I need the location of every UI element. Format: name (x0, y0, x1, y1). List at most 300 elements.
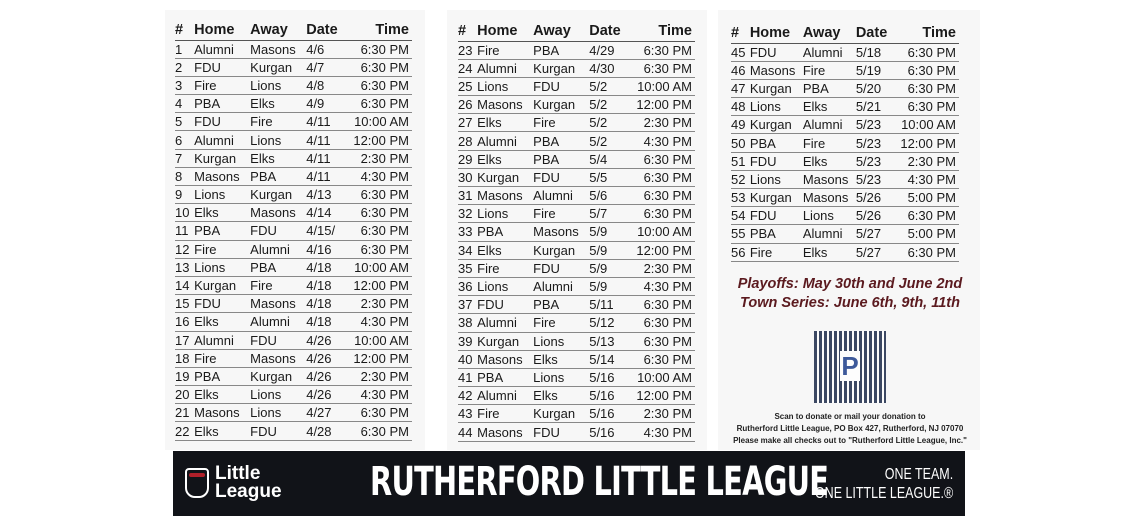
table-row (175, 167, 412, 185)
cell-num: 26 (458, 96, 477, 114)
cell-home: FDU (477, 296, 533, 314)
cell-time: 6:30 PM (353, 422, 412, 440)
cell-home: Lions (194, 258, 250, 276)
table-row (175, 276, 412, 294)
cell-time: 10:00 AM (900, 116, 959, 134)
cell-date: 4/11 (306, 167, 353, 185)
cell-home: PBA (194, 95, 250, 113)
cell-num: 7 (175, 149, 194, 167)
cell-date: 5/7 (589, 205, 636, 223)
cell-num: 11 (175, 222, 194, 240)
table-row (458, 241, 695, 259)
cell-time: 6:30 PM (636, 168, 695, 186)
cell-date: 4/26 (306, 331, 353, 349)
cell-away: PBA (803, 79, 856, 97)
cell-date: 5/23 (856, 116, 901, 134)
cell-date: 5/9 (589, 241, 636, 259)
cell-home: PBA (194, 367, 250, 385)
cell-date: 5/2 (589, 114, 636, 132)
cell-time: 6:30 PM (900, 43, 959, 61)
cell-home: Masons (477, 96, 533, 114)
cell-home: FDU (750, 152, 803, 170)
table-row (458, 205, 695, 223)
cell-time: 10:00 AM (353, 331, 412, 349)
town-series-text: Town Series: June 6th, 9th, 11th (740, 295, 960, 311)
logo-line1: Little (215, 463, 261, 484)
cell-num: 25 (458, 77, 477, 95)
cell-time: 4:30 PM (636, 277, 695, 295)
cell-away: Alumni (803, 225, 856, 243)
cell-home: Masons (477, 423, 533, 441)
cell-home: Masons (477, 187, 533, 205)
cell-away: Fire (533, 114, 589, 132)
cell-num: 42 (458, 387, 477, 405)
cell-away: Lions (533, 368, 589, 386)
cell-away: Fire (803, 134, 856, 152)
cell-time: 2:30 PM (353, 295, 412, 313)
cell-home: Kurgan (750, 189, 803, 207)
cell-home: Lions (750, 98, 803, 116)
cell-num: 41 (458, 368, 477, 386)
column-header-time: Time (353, 20, 412, 40)
cell-date: 5/23 (856, 152, 901, 170)
cell-home: Alumni (477, 314, 533, 332)
column-header-home: Home (194, 20, 250, 40)
cell-num: 23 (458, 41, 477, 59)
cell-num: 38 (458, 314, 477, 332)
cell-date: 5/4 (589, 150, 636, 168)
table-row (458, 387, 695, 405)
cell-away: Elks (533, 387, 589, 405)
cell-time: 6:30 PM (353, 186, 412, 204)
cell-date: 5/23 (856, 134, 901, 152)
cell-num: 8 (175, 167, 194, 185)
table-row (458, 259, 695, 277)
table-row (175, 58, 412, 76)
cell-date: 5/2 (589, 132, 636, 150)
cell-time: 12:00 PM (353, 131, 412, 149)
cell-time: 6:30 PM (353, 240, 412, 258)
cell-date: 5/9 (589, 223, 636, 241)
column-header-date: Date (306, 20, 353, 40)
cell-time: 10:00 AM (353, 258, 412, 276)
cell-date: 5/9 (589, 277, 636, 295)
cell-away: Kurgan (250, 186, 306, 204)
table-row (458, 332, 695, 350)
table-row (731, 152, 959, 170)
playoffs-text: Playoffs: May 30th and June 2nd (737, 276, 963, 292)
table-row (731, 225, 959, 243)
cell-date: 4/16 (306, 240, 353, 258)
cell-num: 35 (458, 259, 477, 277)
column-header-time: Time (900, 23, 959, 43)
cell-date: 5/2 (589, 77, 636, 95)
cell-time: 5:00 PM (900, 189, 959, 207)
cell-time: 6:30 PM (900, 79, 959, 97)
cell-num: 53 (731, 189, 750, 207)
cell-away: Masons (250, 204, 306, 222)
cell-home: Kurgan (750, 79, 803, 97)
column-header-home: Home (750, 23, 803, 43)
cell-date: 5/9 (589, 259, 636, 277)
cell-away: PBA (533, 150, 589, 168)
cell-away: Lions (250, 131, 306, 149)
cell-away: Kurgan (533, 59, 589, 77)
column-header-away: Away (533, 21, 589, 41)
cell-away: FDU (533, 168, 589, 186)
cell-home: PBA (750, 134, 803, 152)
cell-home: Fire (194, 76, 250, 94)
column-header-num: # (458, 21, 477, 41)
column-header-date: Date (856, 23, 901, 43)
cell-date: 4/9 (306, 95, 353, 113)
cell-away: FDU (250, 331, 306, 349)
cell-num: 30 (458, 168, 477, 186)
cell-home: Lions (477, 205, 533, 223)
cell-home: Elks (477, 241, 533, 259)
cell-date: 4/6 (306, 40, 353, 58)
cell-time: 6:30 PM (636, 350, 695, 368)
cell-num: 49 (731, 116, 750, 134)
cell-time: 4:30 PM (353, 386, 412, 404)
cell-num: 20 (175, 386, 194, 404)
cell-home: Elks (194, 313, 250, 331)
cell-away: Lions (250, 76, 306, 94)
cell-away: FDU (533, 259, 589, 277)
cell-home: FDU (194, 295, 250, 313)
cell-time: 4:30 PM (900, 170, 959, 188)
cell-away: Alumni (250, 313, 306, 331)
table-row (458, 187, 695, 205)
cell-date: 4/18 (306, 258, 353, 276)
cell-date: 4/26 (306, 386, 353, 404)
cell-num: 9 (175, 186, 194, 204)
cell-home: Lions (194, 186, 250, 204)
table-row (175, 422, 412, 440)
cell-time: 6:30 PM (900, 207, 959, 225)
cell-away: Elks (533, 350, 589, 368)
cell-num: 43 (458, 405, 477, 423)
cell-date: 5/27 (856, 243, 901, 261)
cell-time: 6:30 PM (353, 76, 412, 94)
cell-time: 6:30 PM (353, 95, 412, 113)
schedule-table-3 (731, 23, 959, 262)
cell-away: Alumni (803, 43, 856, 61)
cell-time: 12:00 PM (900, 134, 959, 152)
cell-away: PBA (250, 167, 306, 185)
cell-date: 4/26 (306, 349, 353, 367)
table-row (175, 186, 412, 204)
logo-line2: League (215, 481, 282, 502)
cell-away: Lions (250, 404, 306, 422)
cell-time: 6:30 PM (636, 205, 695, 223)
cell-home: Alumni (194, 40, 250, 58)
cell-time: 10:00 AM (353, 113, 412, 131)
cell-time: 4:30 PM (636, 132, 695, 150)
cell-home: Masons (194, 404, 250, 422)
cell-num: 32 (458, 205, 477, 223)
cell-time: 6:30 PM (353, 404, 412, 422)
cell-time: 6:30 PM (636, 332, 695, 350)
cell-num: 45 (731, 43, 750, 61)
cell-away: Alumni (803, 116, 856, 134)
paypal-qr-code-icon[interactable] (814, 331, 886, 403)
cell-home: Elks (477, 150, 533, 168)
table-row (175, 386, 412, 404)
cell-date: 5/20 (856, 79, 901, 97)
cell-home: Alumni (194, 131, 250, 149)
cell-date: 5/6 (589, 187, 636, 205)
table-row (731, 98, 959, 116)
cell-time: 6:30 PM (636, 187, 695, 205)
cell-away: Kurgan (250, 58, 306, 76)
cell-home: Fire (477, 41, 533, 59)
table-row (458, 41, 695, 59)
table-row (731, 116, 959, 134)
cell-date: 4/15/ (306, 222, 353, 240)
table-row (458, 277, 695, 295)
cell-home: Lions (750, 170, 803, 188)
cell-away: FDU (250, 422, 306, 440)
cell-date: 4/11 (306, 131, 353, 149)
cell-home: Kurgan (477, 332, 533, 350)
cell-date: 5/18 (856, 43, 901, 61)
slogan-line1: ONE TEAM. (884, 466, 953, 483)
cell-date: 4/7 (306, 58, 353, 76)
cell-home: Elks (194, 386, 250, 404)
cell-num: 6 (175, 131, 194, 149)
cell-home: Masons (194, 167, 250, 185)
table-row (175, 222, 412, 240)
cell-time: 2:30 PM (636, 114, 695, 132)
cell-date: 5/16 (589, 368, 636, 386)
table-row (458, 132, 695, 150)
table-row (458, 150, 695, 168)
cell-home: Kurgan (194, 276, 250, 294)
keystone-icon (185, 468, 209, 498)
table-row (731, 61, 959, 79)
cell-num: 55 (731, 225, 750, 243)
table-row (731, 79, 959, 97)
table-row (458, 59, 695, 77)
cell-num: 56 (731, 243, 750, 261)
cell-away: Fire (803, 61, 856, 79)
cell-away: Elks (250, 149, 306, 167)
column-header-away: Away (250, 20, 306, 40)
cell-home: FDU (194, 113, 250, 131)
cell-away: Elks (250, 95, 306, 113)
cell-num: 54 (731, 207, 750, 225)
cell-home: Kurgan (750, 116, 803, 134)
cell-away: Masons (250, 295, 306, 313)
cell-away: Kurgan (533, 96, 589, 114)
column-header-home: Home (477, 21, 533, 41)
checks-text: Please make all checks out to "Rutherford Little League, Inc." (733, 436, 967, 445)
cell-away: Kurgan (533, 241, 589, 259)
cell-num: 10 (175, 204, 194, 222)
table-row (458, 350, 695, 368)
cell-away: Fire (250, 276, 306, 294)
cell-home: Lions (477, 77, 533, 95)
cell-time: 4:30 PM (353, 167, 412, 185)
cell-home: Elks (194, 204, 250, 222)
cell-time: 6:30 PM (636, 59, 695, 77)
cell-away: Elks (803, 243, 856, 261)
cell-home: Kurgan (194, 149, 250, 167)
cell-date: 5/26 (856, 189, 901, 207)
cell-away: Masons (803, 170, 856, 188)
table-row (458, 296, 695, 314)
cell-date: 5/16 (589, 387, 636, 405)
header-row (175, 20, 412, 40)
cell-num: 31 (458, 187, 477, 205)
cell-date: 4/18 (306, 313, 353, 331)
table-row (731, 43, 959, 61)
cell-date: 5/19 (856, 61, 901, 79)
cell-away: Alumni (250, 240, 306, 258)
cell-num: 24 (458, 59, 477, 77)
little-league-logo (185, 465, 282, 501)
cell-home: FDU (750, 207, 803, 225)
cell-time: 6:30 PM (900, 243, 959, 261)
cell-time: 6:30 PM (636, 150, 695, 168)
cell-date: 5/2 (589, 96, 636, 114)
column-header-time: Time (636, 21, 695, 41)
cell-time: 6:30 PM (353, 58, 412, 76)
cell-num: 5 (175, 113, 194, 131)
cell-date: 4/18 (306, 295, 353, 313)
cell-away: Masons (533, 223, 589, 241)
cell-num: 17 (175, 331, 194, 349)
cell-away: PBA (250, 258, 306, 276)
cell-away: Masons (803, 189, 856, 207)
schedule-table-2 (458, 21, 695, 442)
table-row (175, 331, 412, 349)
schedule-table-1 (175, 20, 412, 441)
cell-home: Alumni (477, 387, 533, 405)
table-row (175, 204, 412, 222)
cell-date: 4/30 (589, 59, 636, 77)
cell-time: 12:00 PM (353, 349, 412, 367)
cell-time: 6:30 PM (353, 40, 412, 58)
cell-home: Alumni (477, 132, 533, 150)
cell-time: 6:30 PM (636, 296, 695, 314)
table-row (175, 76, 412, 94)
cell-time: 10:00 AM (636, 77, 695, 95)
cell-num: 18 (175, 349, 194, 367)
cell-away: Elks (803, 98, 856, 116)
cell-time: 2:30 PM (636, 405, 695, 423)
table-row (175, 404, 412, 422)
cell-away: Lions (533, 332, 589, 350)
cell-time: 2:30 PM (353, 367, 412, 385)
cell-date: 5/27 (856, 225, 901, 243)
cell-away: Lions (803, 207, 856, 225)
table-row (458, 423, 695, 441)
cell-away: Alumni (533, 277, 589, 295)
cell-away: Fire (533, 314, 589, 332)
cell-date: 4/11 (306, 113, 353, 131)
cell-away: FDU (533, 423, 589, 441)
cell-time: 12:00 PM (636, 387, 695, 405)
cell-home: Elks (477, 114, 533, 132)
cell-num: 48 (731, 98, 750, 116)
cell-num: 27 (458, 114, 477, 132)
cell-num: 40 (458, 350, 477, 368)
cell-date: 5/5 (589, 168, 636, 186)
cell-num: 34 (458, 241, 477, 259)
cell-away: Fire (250, 113, 306, 131)
cell-time: 2:30 PM (353, 149, 412, 167)
cell-num: 21 (175, 404, 194, 422)
cell-away: FDU (533, 77, 589, 95)
table-row (175, 367, 412, 385)
cell-num: 22 (175, 422, 194, 440)
cell-date: 5/13 (589, 332, 636, 350)
cell-home: Fire (194, 349, 250, 367)
cell-date: 5/14 (589, 350, 636, 368)
cell-date: 5/12 (589, 314, 636, 332)
cell-num: 16 (175, 313, 194, 331)
column-header-num: # (175, 20, 194, 40)
cell-home: Alumni (477, 59, 533, 77)
cell-home: PBA (477, 223, 533, 241)
cell-num: 3 (175, 76, 194, 94)
cell-time: 12:00 PM (636, 241, 695, 259)
column-header-away: Away (803, 23, 856, 43)
cell-home: Masons (750, 61, 803, 79)
table-row (458, 114, 695, 132)
table-row (731, 207, 959, 225)
cell-num: 19 (175, 367, 194, 385)
cell-away: Kurgan (250, 367, 306, 385)
cell-num: 50 (731, 134, 750, 152)
cell-num: 37 (458, 296, 477, 314)
cell-num: 47 (731, 79, 750, 97)
cell-date: 5/26 (856, 207, 901, 225)
cell-away: Fire (533, 205, 589, 223)
cell-num: 12 (175, 240, 194, 258)
cell-home: Kurgan (477, 168, 533, 186)
cell-time: 6:30 PM (636, 314, 695, 332)
cell-num: 44 (458, 423, 477, 441)
cell-num: 39 (458, 332, 477, 350)
cell-date: 5/16 (589, 405, 636, 423)
cell-away: Masons (250, 349, 306, 367)
scan-text: Scan to donate or mail your donation to (774, 412, 926, 421)
table-row (458, 405, 695, 423)
cell-num: 33 (458, 223, 477, 241)
cell-away: PBA (533, 132, 589, 150)
table-row (175, 113, 412, 131)
cell-home: Fire (194, 240, 250, 258)
table-row (731, 134, 959, 152)
slogan-line2: ONE LITTLE LEAGUE.® (814, 485, 953, 502)
cell-num: 36 (458, 277, 477, 295)
cell-num: 52 (731, 170, 750, 188)
table-row (175, 240, 412, 258)
cell-home: Fire (477, 259, 533, 277)
cell-num: 46 (731, 61, 750, 79)
cell-home: PBA (194, 222, 250, 240)
cell-date: 4/29 (589, 41, 636, 59)
cell-date: 5/16 (589, 423, 636, 441)
cell-home: Masons (477, 350, 533, 368)
cell-date: 4/27 (306, 404, 353, 422)
banner-title: RUTHERFORD LITTLE LEAGUE (370, 459, 829, 505)
cell-time: 6:30 PM (900, 98, 959, 116)
table-row (458, 314, 695, 332)
